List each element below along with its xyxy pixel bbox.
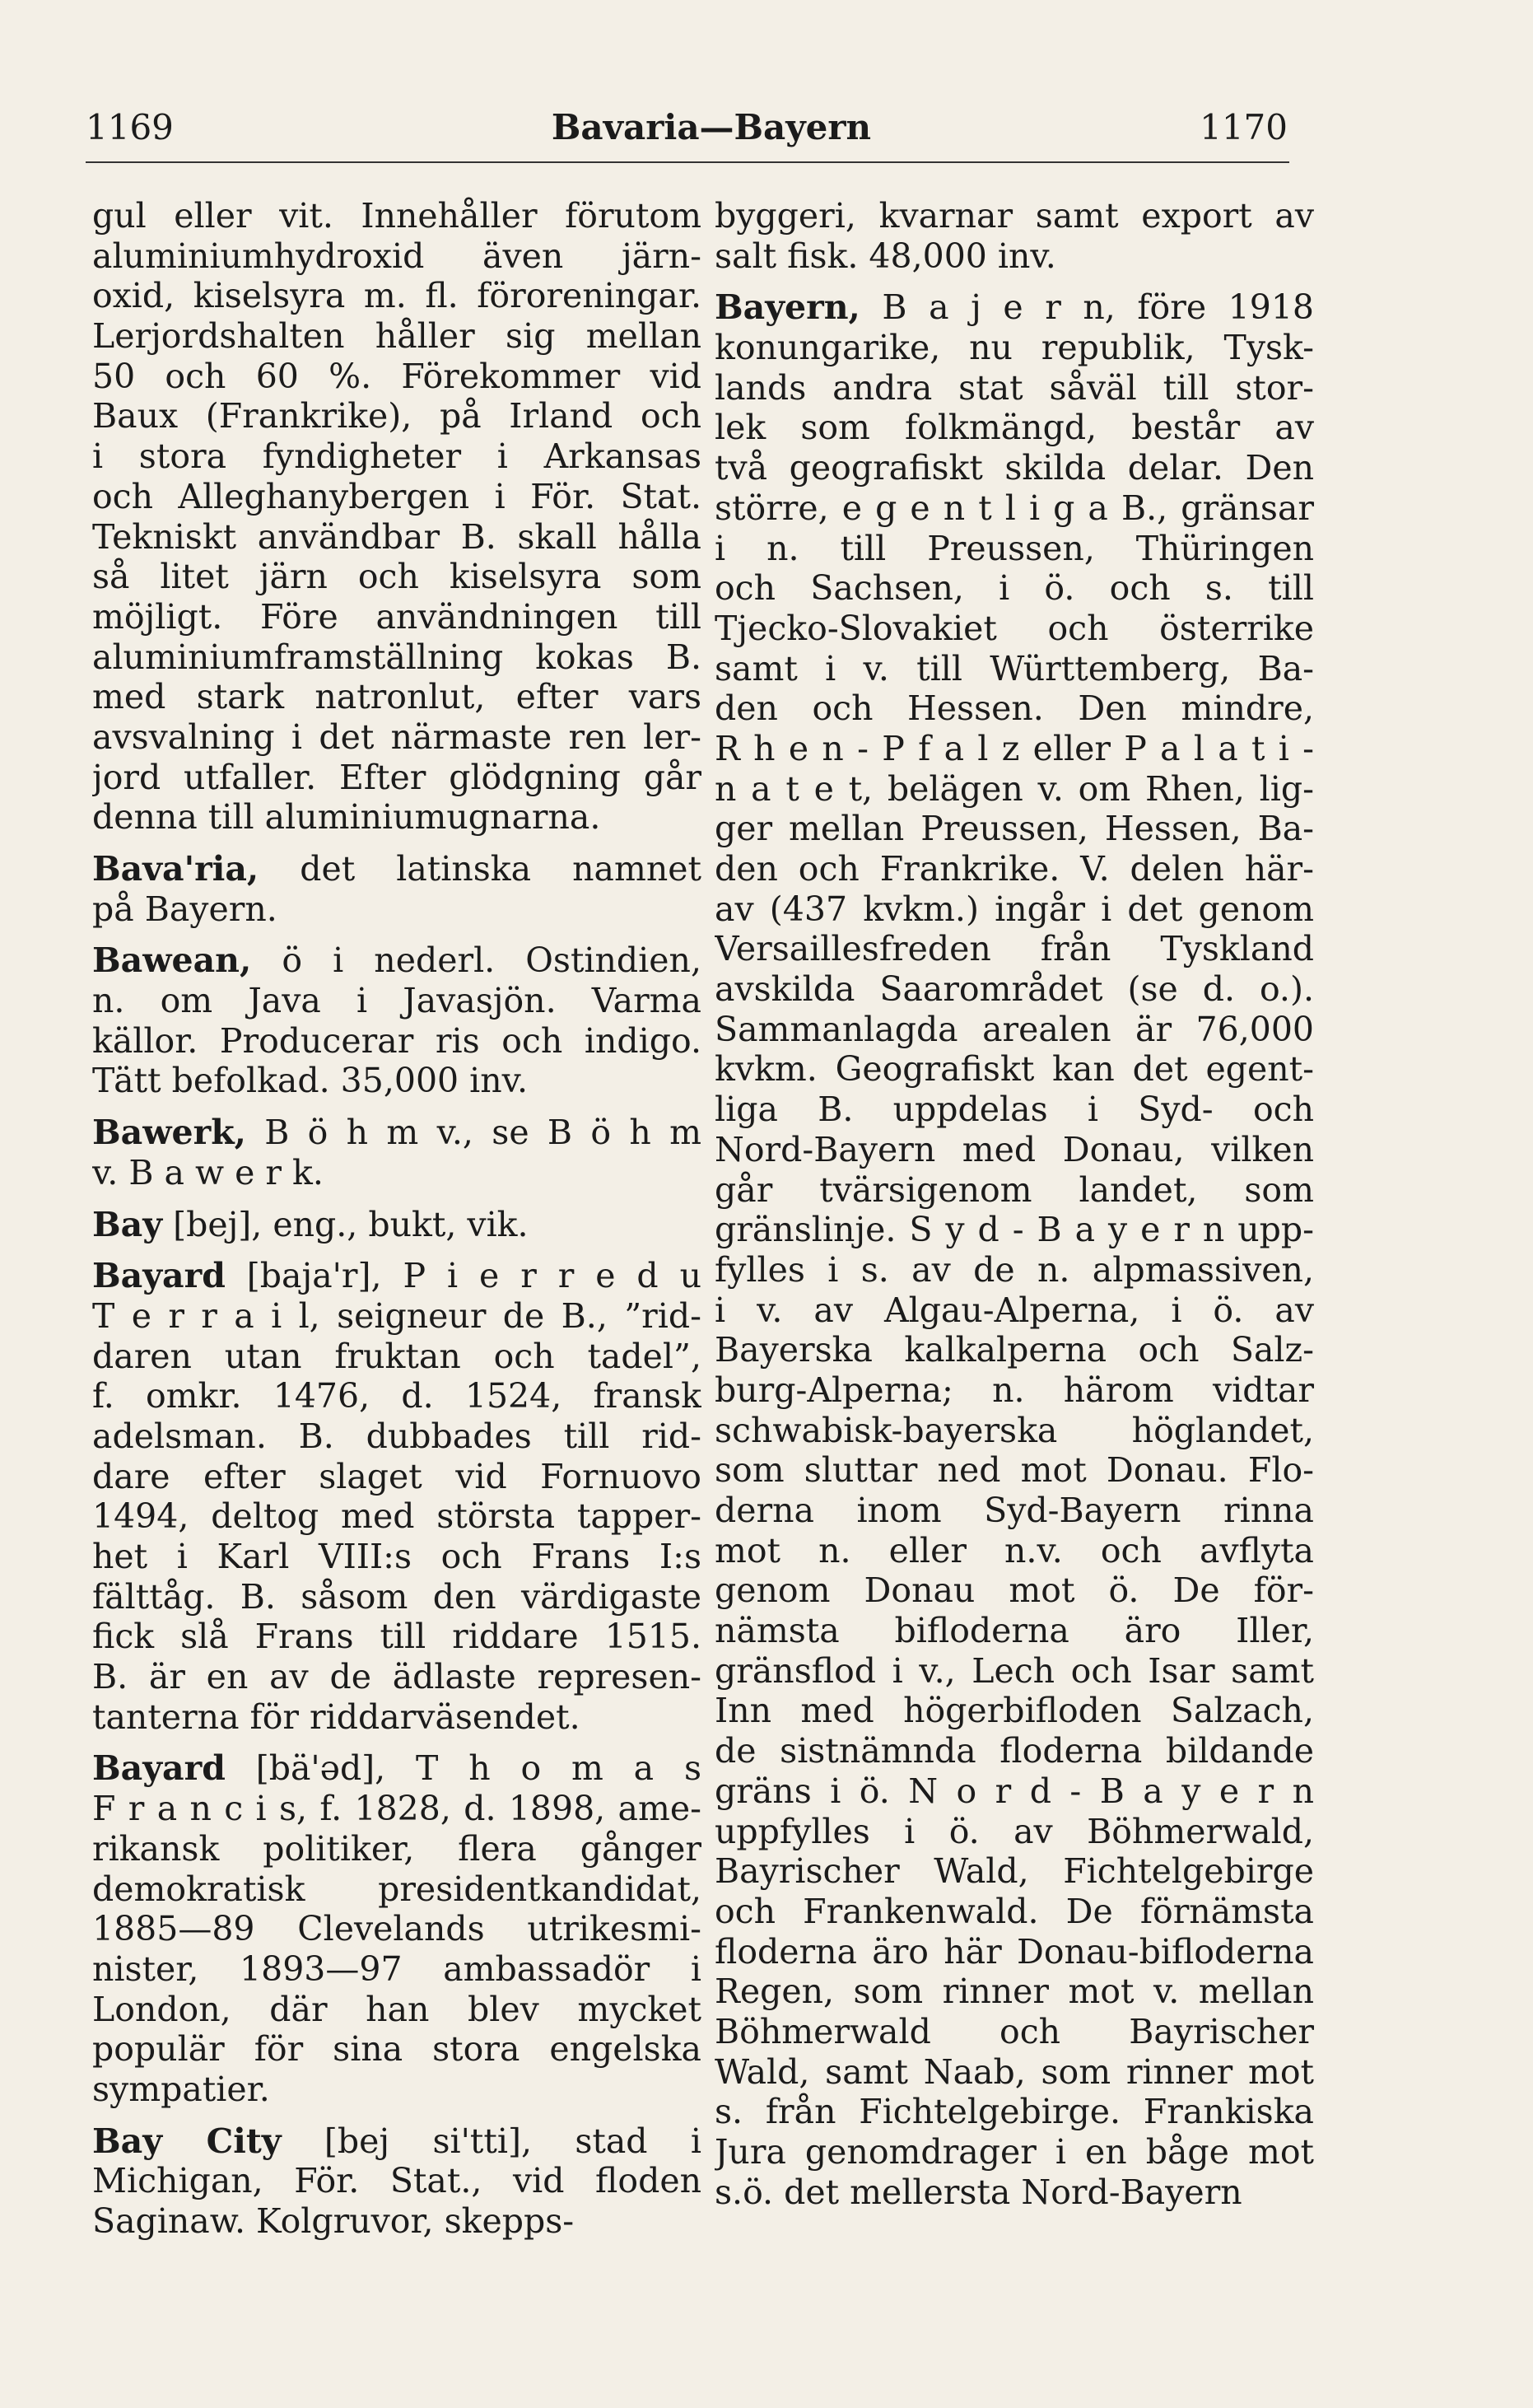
text-line: salt fisk. 48,000 inv.	[715, 236, 1056, 276]
entry-gap	[715, 276, 1314, 287]
entry-gap	[92, 929, 701, 940]
text-line: Tätt befolkad. 35,000 inv.	[92, 1061, 529, 1101]
text-line: Tekniskt användbar B. skall hålla	[92, 516, 701, 557]
text-line: möjligt. Före användningen till	[92, 596, 701, 637]
text-line: Saginaw. Kolgruvor, skepps-	[92, 2201, 575, 2241]
text-line: lands andra stat såväl till stor-	[715, 367, 1314, 408]
text-line: Bayerska kalkalperna och Salz-	[715, 1330, 1314, 1370]
entry-text: [bä'əd], T h o m a s	[225, 1748, 701, 1789]
text-line	[715, 287, 1314, 328]
text-line: daren utan fruktan och tadel”,	[92, 1336, 701, 1376]
entry-text: ö i nederl. Ostindien,	[251, 940, 701, 981]
text-line: gränslinje. S y d - B a y e r n upp-	[715, 1210, 1314, 1250]
dictionary-entry	[92, 1113, 701, 1192]
text-line: ger mellan Preussen, Hessen, Ba-	[715, 809, 1314, 849]
text-line: London, där han blev mycket	[92, 1989, 701, 2029]
text-line: populär för sina stora engelska	[92, 2029, 701, 2070]
text-line: schwabisk-bayerska höglandet,	[715, 1410, 1314, 1450]
dictionary-entry	[715, 196, 1314, 276]
entry-gap	[92, 1193, 701, 1205]
text-line: fälttåg. B. såsom den värdigaste	[92, 1576, 701, 1617]
dictionary-entry	[92, 849, 701, 929]
entry-text: det latinska namnet	[259, 849, 701, 889]
text-line: kvkm. Geografiskt kan det egent-	[715, 1049, 1314, 1090]
text-line: Regen, som rinner mot v. mellan	[715, 1972, 1314, 2012]
text-line: Tjecko-Slovakiet och österrike	[715, 608, 1314, 648]
text-line: konungarike, nu republik, Tysk-	[715, 328, 1314, 368]
text-line: B. är en av de ädlaste represen-	[92, 1657, 701, 1697]
text-line: Sammanlagda arealen är 76,000	[715, 1009, 1314, 1049]
entry-headword: Bawerk,	[92, 1113, 246, 1153]
text-line: n. om Java i Javasjön. Varma	[92, 981, 701, 1021]
text-line	[92, 1205, 701, 1245]
text-line: Baux (Frankrike), på Irland och	[92, 396, 701, 436]
text-line: fick slå Frans till riddare 1515.	[92, 1617, 701, 1657]
text-line: Böhmerwald och Bayrischer	[715, 2011, 1314, 2051]
text-line: demokratisk presidentkandidat,	[92, 1869, 701, 1909]
entry-headword: Bava'ria,	[92, 849, 259, 889]
text-line: Bayrischer Wald, Fichtelgebirge	[715, 1851, 1314, 1892]
text-line: samt i v. till Württemberg, Ba-	[715, 648, 1314, 688]
text-line: T e r r a i l, seigneur de B., ”rid-	[92, 1295, 701, 1336]
text-line: Lerjordshalten håller sig mellan	[92, 316, 701, 357]
entry-gap	[92, 1737, 701, 1748]
text-line: dare efter slaget vid Fornuovo	[92, 1456, 701, 1496]
text-line: som sluttar ned mot Donau. Flo-	[715, 1450, 1314, 1491]
text-line: och Alleghanybergen i För. Stat.	[92, 476, 701, 516]
text-line: gräns i ö. N o r d - B a y e r n	[715, 1771, 1314, 1811]
text-line: sympatier.	[92, 2069, 270, 2109]
entry-gap	[92, 2110, 701, 2121]
entry-text: B ö h m v., se B ö h m	[245, 1113, 701, 1153]
left-column	[92, 196, 701, 2242]
text-line: den och Hessen. Den mindre,	[715, 688, 1314, 729]
header-rule	[86, 161, 1289, 163]
text-line: uppfylles i ö. av Böhmerwald,	[715, 1811, 1314, 1851]
text-line	[92, 849, 701, 889]
text-line: 50 och 60 %. Förekommer vid	[92, 356, 701, 396]
entry-headword: Bayard	[92, 1256, 226, 1296]
page-header	[86, 99, 1296, 156]
entry-headword: Bay	[92, 1204, 163, 1244]
page-number-right: 1170	[1200, 107, 1288, 147]
entry-text: B a j e r n, före 1918	[860, 287, 1314, 328]
text-line: liga B. uppdelas i Syd- och	[715, 1090, 1314, 1130]
running-title: Bavaria—Bayern	[551, 107, 872, 147]
text-line: av (437 kvkm.) ingår i det genom	[715, 889, 1314, 929]
text-line	[92, 2121, 701, 2162]
text-line: denna till aluminiumugnarna.	[92, 797, 601, 838]
text-line: de sistnämnda floderna bildande	[715, 1731, 1314, 1771]
text-line: derna inom Syd-Bayern rinna	[715, 1491, 1314, 1530]
text-line: större, e g e n t l i g a B., gränsar	[715, 488, 1314, 528]
text-line: på Bayern.	[92, 889, 277, 929]
text-line: s. från Fichtelgebirge. Frankiska	[715, 2092, 1314, 2132]
text-line: rikansk politiker, flera gånger	[92, 1828, 701, 1869]
text-line: går tvärsigenom landet, som	[715, 1169, 1314, 1210]
text-line: lek som folkmängd, består av	[715, 408, 1314, 448]
text-line: fylles i s. av de n. alpmassiven,	[715, 1249, 1314, 1290]
text-line: gränsflod i v., Lech och Isar samt	[715, 1650, 1314, 1691]
text-line: så litet järn och kiselsyra som	[92, 557, 701, 597]
text-line: och Sachsen, i ö. och s. till	[715, 568, 1314, 609]
text-line: nämsta bifloderna äro Iller,	[715, 1611, 1314, 1651]
text-line: aluminiumhydroxid även järn-	[92, 236, 701, 276]
text-line: avsvalning i det närmaste ren ler-	[92, 716, 701, 757]
text-line	[92, 940, 701, 981]
text-line: avskilda Saarområdet (se d. o.).	[715, 969, 1314, 1010]
dictionary-entry	[715, 287, 1314, 2212]
text-line	[92, 1113, 701, 1153]
text-line: genom Donau mot ö. De för-	[715, 1570, 1314, 1611]
text-line: gul eller vit. Innehåller förutom	[92, 196, 701, 236]
text-line	[92, 1748, 701, 1789]
text-line: s.ö. det mellersta Nord-Bayern	[715, 2172, 1242, 2212]
text-line: het i Karl VIII:s och Frans I:s	[92, 1537, 701, 1576]
entry-headword: Bawean,	[92, 940, 252, 981]
text-line: två geografiskt skilda delar. Den	[715, 448, 1314, 488]
page-number-left: 1169	[86, 107, 174, 147]
text-line: adelsman. B. dubbades till rid-	[92, 1416, 701, 1456]
text-line: n a t e t, belägen v. om Rhen, lig-	[715, 768, 1314, 809]
right-column	[715, 196, 1314, 2212]
text-line: f. omkr. 1476, d. 1524, fransk	[92, 1376, 701, 1416]
text-line: byggeri, kvarnar samt export av	[715, 196, 1314, 236]
text-line	[92, 1256, 701, 1296]
text-line: och Frankenwald. De förnämsta	[715, 1891, 1314, 1931]
text-line: oxid, kiselsyra m. fl. föroreningar.	[92, 276, 701, 316]
text-line: F r a n c i s, f. 1828, d. 1898, ame-	[92, 1789, 701, 1829]
text-line: aluminiumframställning kokas B.	[92, 637, 701, 677]
text-line: den och Frankrike. V. delen här-	[715, 849, 1314, 889]
entry-text: [bej], eng., bukt, vik.	[162, 1204, 529, 1244]
entry-text: [baja'r], P i e r r e d u	[225, 1256, 701, 1296]
text-line: Nord-Bayern med Donau, vilken	[715, 1129, 1314, 1169]
dictionary-entry	[92, 1205, 701, 1245]
text-line: v. B a w e r k.	[92, 1152, 324, 1192]
entry-gap	[92, 1101, 701, 1113]
text-line: i stora fyndigheter i Arkansas	[92, 436, 701, 477]
text-line: 1885—89 Clevelands utrikesmi-	[92, 1909, 701, 1949]
text-line: källor. Producerar ris och indigo.	[92, 1020, 701, 1061]
text-line: Jura genomdrager i en båge mot	[715, 2132, 1314, 2172]
text-line: Inn med högerbifloden Salzach,	[715, 1691, 1314, 1731]
text-line: jord utfaller. Efter glödgning går	[92, 757, 701, 797]
entry-text: [bej si'tti], stad i	[281, 2121, 701, 2161]
text-line: R h e n - P f a l z eller P a l a t i -	[715, 728, 1314, 768]
entry-gap	[92, 1244, 701, 1256]
text-line: burg-Alperna; n. härom vidtar	[715, 1370, 1314, 1410]
entry-headword: Bayern,	[715, 287, 860, 328]
text-line: mot n. eller n.v. och avflyta	[715, 1530, 1314, 1570]
text-line: i v. av Algau-Alperna, i ö. av	[715, 1290, 1314, 1330]
text-line: tanterna för riddarväsendet.	[92, 1696, 580, 1737]
text-line: floderna äro här Donau-bifloderna	[715, 1931, 1314, 1972]
entry-headword: Bay City	[92, 2121, 282, 2161]
text-line: nister, 1893—97 ambassadör i	[92, 1948, 701, 1989]
dictionary-entry	[92, 196, 701, 838]
text-line: med stark natronlut, efter vars	[92, 677, 701, 717]
dictionary-entry	[92, 1748, 701, 2109]
entry-headword: Bayard	[92, 1748, 226, 1789]
dictionary-entry	[92, 940, 701, 1101]
dictionary-entry	[92, 2121, 701, 2242]
text-line: Wald, samt Naab, som rinner mot	[715, 2051, 1314, 2092]
text-line: Versaillesfreden från Tyskland	[715, 929, 1314, 969]
text-line: i n. till Preussen, Thüringen	[715, 528, 1314, 568]
dictionary-entry	[92, 1256, 701, 1737]
entry-gap	[92, 838, 701, 849]
text-line: Michigan, För. Stat., vid floden	[92, 2161, 701, 2201]
text-line: 1494, deltog med största tapper-	[92, 1496, 701, 1537]
